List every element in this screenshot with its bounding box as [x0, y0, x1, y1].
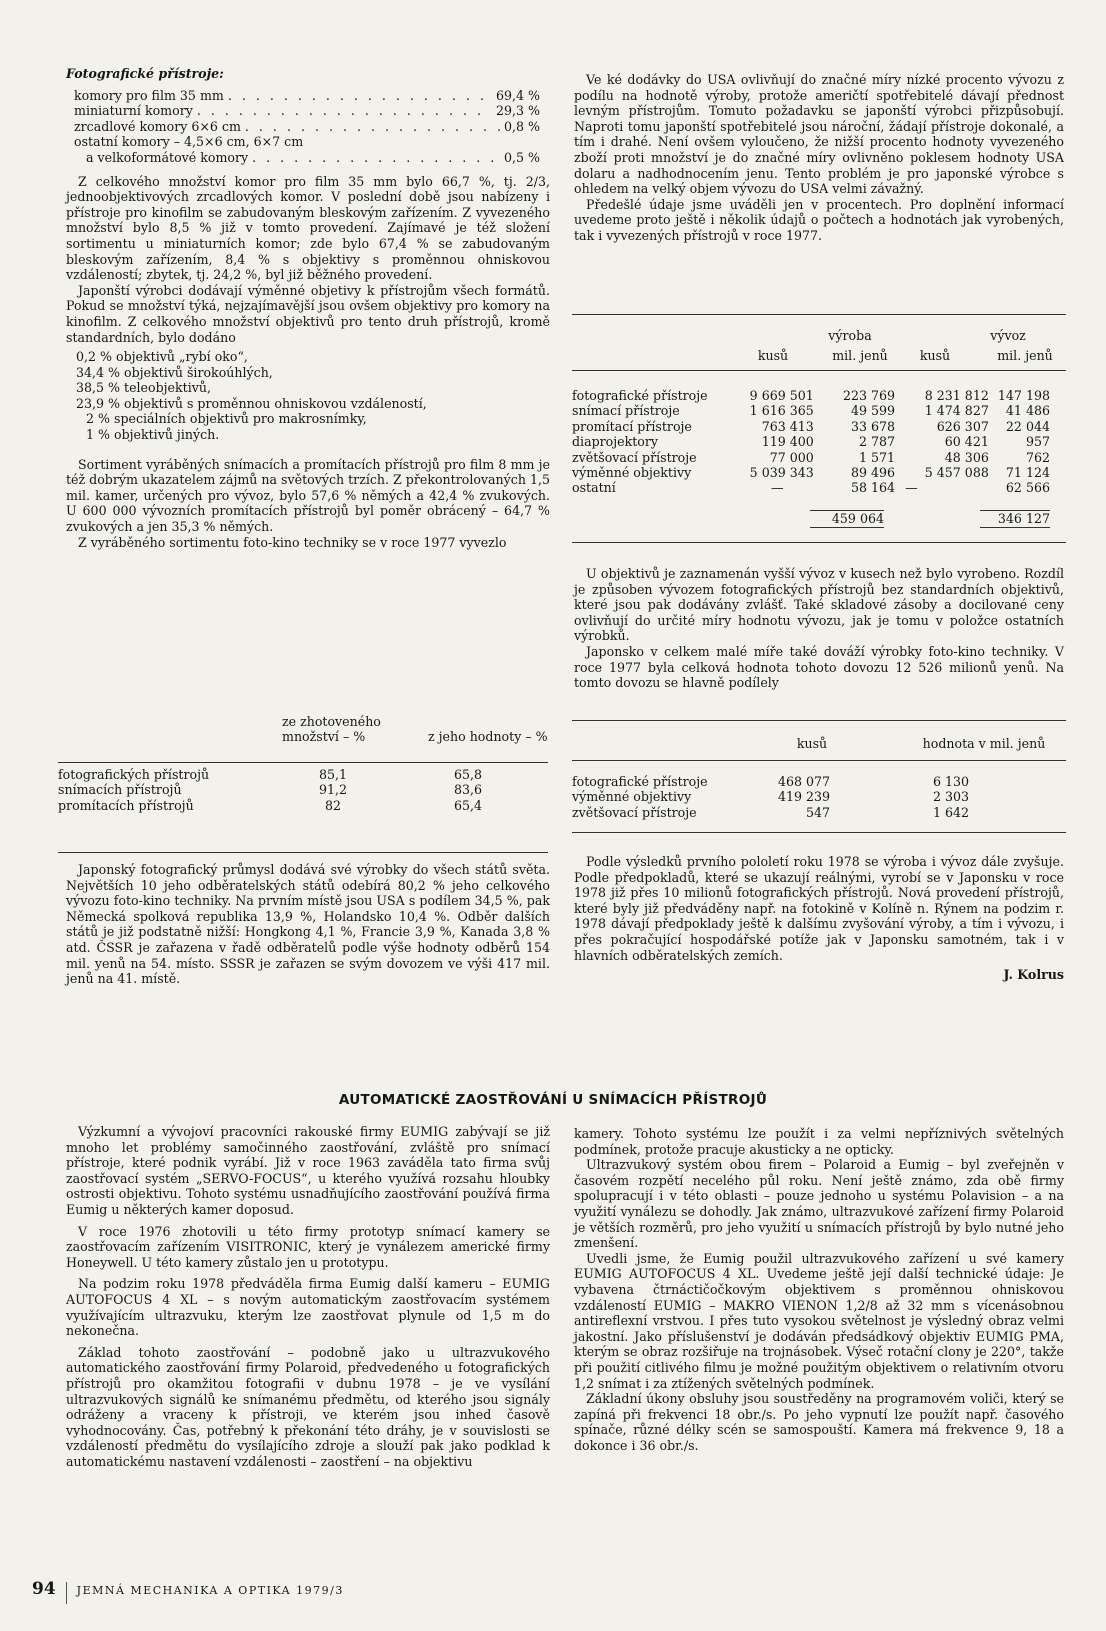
table-cell: 2 787: [859, 434, 896, 450]
table-header: mil. jenů: [997, 348, 1053, 363]
table-row: [572, 403, 1066, 418]
table-row: [572, 805, 1066, 820]
group-header: vývoz: [990, 328, 1026, 343]
table-cell: 2 303: [932, 789, 970, 805]
table-cell: —: [771, 480, 784, 496]
article-title: AUTOMATICKÉ ZAOSTŘOVÁNÍ U SNÍMACÍCH PŘÍSTROJŮ: [338, 1092, 768, 1108]
table-cell: 58 164: [850, 480, 896, 496]
table-cell: 49 599: [850, 403, 896, 419]
table-cell: 6 130: [932, 774, 970, 789]
table-header: z jeho hodnoty – %: [428, 729, 548, 745]
list-item-label: ostatní komory – 4,5×6 cm, 6×7 cm: [74, 134, 304, 150]
list-item: 34,4 % objektivů širokoúhlých,: [76, 364, 273, 380]
import-table: [572, 720, 1066, 832]
table-cell: 1 474 827: [924, 403, 989, 419]
table-row: [572, 789, 1066, 804]
table-header: hodnota v mil. jenů: [922, 736, 1046, 751]
total-cell: 459 064: [810, 510, 884, 528]
table-cell: 65,8: [453, 766, 483, 782]
list-item-label: a velkoformátové komory: [86, 149, 249, 165]
table-cell: 77 000: [769, 449, 814, 465]
table-row: [572, 419, 1066, 434]
table-cell: 8 231 812: [924, 388, 989, 403]
paragraph: Základní úkony obsluhy jsou soustředěny na programovém voliči, který se zapíná při frekvenci 18 obr./s. Po jeho vypnutí lze použít např. časového spínače, různé délky scén se samospouští. Kamera má frekvence 9, 18 a dokonce i 36 obr./s.: [574, 1391, 1064, 1453]
table-cell: 82: [324, 797, 342, 813]
right-column-mid: [574, 566, 1064, 691]
paragraph: Z celkového množství komor pro film 35 mm bylo 66,7 %, tj. 2/3, jednoobjektivových zrcadlových komor. V poslední době jsou nabízeny i přístroje pro kinofilm se zabudovaným bleskovým zařízením. Z vyvezeného množství bylo 8,5 % již v tomto provedení. Zajímavé je též složení sortimentu u miniaturních komor; zde bylo 67,4 % se zabudovaným bleskovým zařízením, 8,4 % s objektivy s proměnnou ohniskovou vzdáleností; zbytek, tj. 24,2 %, byl již běžného provedení.: [66, 173, 550, 283]
total-cell: 346 127: [980, 510, 1050, 528]
journal-name: JEMNÁ MECHANIKA A OPTIKA 1979/3: [76, 1584, 344, 1597]
table-cell: 71 124: [1005, 465, 1050, 481]
table-cell-label: zvětšovací přístroje: [572, 449, 697, 465]
table-row: [572, 450, 1066, 465]
lens-list: [66, 349, 550, 443]
table-cell-label: fotografické přístroje: [572, 388, 708, 403]
paragraph: Podle výsledků prvního pololetí roku 1978 se výroba i vývoz dále zvyšuje. Podle předpokladů, které se ukazují reálnými, vyrobí se v Japonsku v roce 1978 již přes 10 milionů fotografických přístrojů. Nová provedení přístrojů, které byly již předváděny např. na fotokině v Kolíně n. Rýnem na podzim r. 1978 dávají předpoklady ještě k dalšímu zvyšování výroby, a tím i vývozu, i přes pokračující hospodářské potíže jak v Japonsku samotném, tak i v hlavních odběratelských zemích.: [574, 854, 1064, 963]
table-cell: 62 566: [1005, 480, 1050, 496]
paragraph: Ve ké dodávky do USA ovlivňují do značné míry nízké procento vývozu z podílu na hodnotě výroby, protože američtí spotřebitelé dávají přednost levným přístrojům. Tomuto požadavku se japonští výrobci přizpůsobují. Naproti tomu japonští spotřebitelé jsou nároční, žádají přístroje dokonalé, a tím i drahé. Není ovšem vyloučeno, že nižší procento hodnoty vyvezeného zboží proti množství je do značné míry ovlivněno poklesem hodnoty USA dolaru a nadhodnocením jenu. Tento problém je pro japonské výrobce s ohledem na velký objem vývozu do USA velmi závažný.: [574, 72, 1064, 197]
table-row: [572, 774, 1066, 789]
table-cell-label: snímacích přístrojů: [58, 782, 182, 798]
table-cell: 9 669 501: [749, 388, 814, 403]
table-cell: 547: [805, 804, 830, 820]
list-item: [74, 150, 540, 166]
left-column-bottom: [66, 862, 550, 987]
table-cell: 957: [1025, 434, 1050, 450]
article2-right-column: [574, 1126, 1064, 1453]
paragraph: Ultrazvukový systém obou firem – Polaroid a Eumig – byl zveřejněn v časovém rozpětí necelého půl roku. Není ještě známo, zda obě firmy spolupracují i v této oblasti – pouze jednoho u systému Polavision – a na využití vynálezu se dohodly. Jak známo, ultrazvukové zařízení firmy Polaroid je větších rozměrů, pro jeho využití u snímacích přístrojů by bylo nutné jeho zmenšení.: [574, 1157, 1064, 1251]
list-item: [74, 134, 540, 150]
list-item: 23,9 % objektivů s proměnnou ohniskovou vzdáleností,: [76, 395, 427, 411]
table-cell-label: snímací přístroje: [572, 403, 680, 419]
table-cell: 89 496: [850, 465, 896, 481]
paragraph: Výzkumní a vývojoví pracovníci rakouské firmy EUMIG zabývají se již mnoho let problémy samočinného zaostřování, zvláště pro snímací přístroje, které podnik vyrábí. Již v roce 1963 zaváděla tato firma svůj zaostřovací systém „SERVO-FOCUS“, u kterého využívá rozsahu hloubky ostrosti objektivu. Tohoto systému usnadňujícího zaostřování používá firma Eumig u některých kamer doposud.: [66, 1124, 550, 1217]
paragraph: V roce 1976 zhotovili u této firmy prototyp snímací kamery se zaostřovacím zařízením VISITRONIC, který je vynálezem americké firmy Honeywell. U této kamery zůstalo jen u prototypu.: [66, 1223, 550, 1270]
paragraph: Z vyráběného sortimentu foto-kino techniky se v roce 1977 vyvezlo: [78, 534, 507, 550]
table-cell-label: diaprojektory: [572, 434, 659, 450]
table-cell: 119 400: [761, 434, 814, 450]
table-cell: 468 077: [777, 774, 831, 789]
list-item: 38,5 % teleobjektivů,: [76, 380, 211, 396]
table-cell-label: promítací přístroje: [572, 418, 692, 434]
table-cell: 5 457 088: [924, 465, 989, 481]
table-row: [58, 798, 548, 813]
list-item-value: 69,4 %: [495, 87, 540, 103]
list-item-label: miniaturní komory: [74, 103, 193, 119]
paragraph: Uvedli jsme, že Eumig použil ultrazvukového zařízení u své kamery EUMIG AUTOFOCUS 4 XL. Uvedeme ještě její další technické údaje: Je vybavena čtrnáctičočkovým objektivem s proměnnou ohniskovou vzdáleností EUMIG – MAKRO VIENON 1,2/8 až 32 mm s vícenásobnou antireflexní vrstvou. I přes tuto vysokou světelnost je výsledný obraz velmi jakostní. Jako příslušenství je dodáván předsádkový objektiv EUMIG PMA, kterým se obraz rozšiřuje na trojnásobek. Výseč rotační clony je 220°, takže při použití citlivého filmu je možné použitým objektivem o relativním otvoru 1,2 snímat i za ztížených světelných podmínek.: [574, 1250, 1064, 1391]
table-cell-label: fotografické přístroje: [572, 774, 708, 789]
table-cell-label: zvětšovací přístroje: [572, 804, 697, 820]
list-item-label: komory pro film 35 mm: [74, 87, 224, 103]
right-column-bottom: [574, 854, 1064, 983]
table-row: [58, 782, 548, 797]
paragraph: Sortiment vyráběných snímacích a promítacích přístrojů pro film 8 mm je též dobrým ukazatelem zájmů na světových trzích. Z překontrolovaných 1,5 mil. kamer, určených pro vývoz, bylo 57,6 % němých a 42,4 % zvukových. U 600 000 vývozních promítacích přístrojů byl poměr obrácený – 64,7 % zvukových a jen 35,3 % němých.: [66, 456, 550, 535]
table-cell: 33 678: [850, 418, 896, 434]
table-cell-label: výměnné objektivy: [572, 465, 692, 481]
table-cell: 419 239: [777, 789, 831, 805]
paragraph: Na podzim roku 1978 předváděla firma Eumig další kameru – EUMIG AUTOFOCUS 4 XL – s novým automatickým zaostřovacím systémem využívajícím ultrazvuku, kterým lze zaostřovat plynule od 1,5 m do nekonečna.: [66, 1276, 550, 1339]
table-cell: 223 769: [842, 388, 896, 403]
table-cell: 65,4: [453, 797, 483, 813]
list-item: 0,2 % objektivů „rybí oko“,: [76, 349, 248, 365]
list-item-value: 29,3 %: [495, 103, 540, 119]
table-cell: 626 307: [936, 418, 989, 434]
table-header: kusů: [757, 348, 789, 363]
table-cell: —: [905, 480, 918, 496]
list-item: [74, 119, 540, 135]
table-cell: 41 486: [1005, 403, 1050, 419]
right-column-top: [574, 72, 1064, 244]
table-header: kusů: [796, 736, 828, 751]
paragraph: Předešlé údaje jsme uváděli jen v procentech. Pro doplnění informací uvedeme proto ještě i několik údajů o počtech a hodnotách jak vyrobených, tak i vyvezených přístrojů v roce 1977.: [574, 196, 1064, 243]
list-item: 2 % speciálních objektivů pro makrosnímky,: [86, 411, 367, 427]
table-header: kusů: [919, 348, 951, 363]
table-cell: 1 642: [932, 804, 970, 820]
list-item-label: zrcadlové komory 6×6 cm: [74, 118, 241, 134]
table-row: [58, 767, 548, 782]
table-cell: 147 198: [997, 388, 1050, 403]
table-cell: 762: [1025, 449, 1050, 465]
table-cell: 22 044: [1005, 418, 1050, 434]
page-number: 94: [32, 1579, 56, 1599]
list-item: 1 % objektivů jiných.: [86, 427, 220, 443]
article2-left-column: [66, 1124, 550, 1469]
production-export-table: [572, 314, 1066, 538]
table-row: [572, 480, 1066, 495]
paragraph: Japonský fotografický průmysl dodává své výrobky do všech států světa. Největších 10 jeho odběratelských států odebírá 80,2 % jeho celkového vývozu foto-kino techniky. Na prvním místě jsou USA s podílem 34,5 %, pak Německá spolková republika 13,9 %, Holandsko 10,4 %. Odběr dalších států je již podstatně nižší: Hongkong 4,1 %, Francie 3,9 %, Kanada 3,8 % atd. ČSSR je zařazena v řadě odběratelů podle výše hodnoty odběrů 154 mil. yenů na 54. místo. SSSR je zařazen se svým dovozem ve výši 417 mil. jenů na 41. místě.: [66, 862, 550, 987]
camera-share-list: [66, 88, 540, 166]
table-header: mil. jenů: [832, 348, 888, 363]
footer-divider: [66, 1582, 67, 1604]
page-footer: [32, 1579, 532, 1604]
table-cell: 1 571: [859, 449, 896, 465]
table-cell-label: promítacích přístrojů: [58, 797, 194, 813]
table-cell-label: ostatní: [572, 480, 616, 496]
list-item-value: 0,5 %: [504, 149, 540, 165]
table-row: [572, 388, 1066, 403]
table-cell: 85,1: [318, 766, 348, 782]
list-item: [74, 103, 540, 119]
table-cell: 1 616 365: [749, 403, 814, 419]
table-cell: 763 413: [761, 418, 814, 434]
table-cell-label: fotografických přístrojů: [58, 766, 210, 782]
table-row: [572, 465, 1066, 480]
table-cell: 60 421: [944, 434, 989, 450]
left-column-top: [66, 66, 550, 550]
table-cell: 83,6: [453, 782, 483, 798]
table-cell: 5 039 343: [749, 465, 814, 481]
table-header: ze zhotoveného množství – %: [282, 714, 381, 745]
list-item-value: 0,8 %: [504, 118, 540, 134]
export-share-table: [58, 714, 548, 813]
table-cell-label: výměnné objektivy: [572, 789, 692, 805]
paragraph: Základ tohoto zaostřování – podobně jako u ultrazvukového automatického zaostřování firmy Polaroid, předvedeného u fotografických přístrojů pro okamžitou fotografii v dubnu 1978 – je ve vysílání ultrazvukových signálů ke snímanému předmětu, od kterého jsou signály odráženy a vraceny k přístroji, ve kterém jsou inhed časově vyhodnocovány. Čas, potřebný k překonání této dráhy, je v souvislosti se vzdáleností předmětu do vysílajícího zdroje a slouží pak jako podklad k automatickému nastavení vzdálenosti – zaostření – na objektivu: [66, 1344, 550, 1469]
paragraph: kamery. Tohoto systému lze použít i za velmi nepříznivých světelných podmínek, protože pracuje akusticky a ne opticky.: [574, 1126, 1064, 1157]
paragraph: Japonští výrobci dodávají výměnné objetivy k přístrojům všech formátů. Pokud se množství týká, nejzajímavější jsou ovšem objektivy pro komory na kinofilm. Z celkového množství objektivů pro tento druh přístrojů, kromě standardních, bylo dodáno: [66, 282, 550, 345]
paragraph: Japonsko v celkem malé míře také dováží výrobky foto-kino techniky. V roce 1977 byla celková hodnota tohoto dovozu 12 526 milionů yenů. Na tomto dovozu se hlavně podílely: [574, 643, 1064, 691]
table-row: [572, 434, 1066, 449]
section-heading: Fotografické přístroje:: [66, 66, 224, 81]
group-header: výroba: [828, 328, 872, 343]
list-item: [74, 88, 540, 104]
table-cell: 48 306: [944, 449, 989, 465]
paragraph: U objektivů je zaznamenán vyšší vývoz v kusech než bylo vyrobeno. Rozdíl je způsoben vývozem fotografických přístrojů bez standardních objektivů, které jsou pak dodávány zvlášť. Také skladové zásoby a docilované ceny ovlivňují do určité míry hodnotu vývozu, jak je tomu v položce ostatních výrobků.: [574, 566, 1064, 644]
table-cell: 91,2: [318, 782, 348, 798]
author: J. Kolrus: [1003, 967, 1064, 983]
